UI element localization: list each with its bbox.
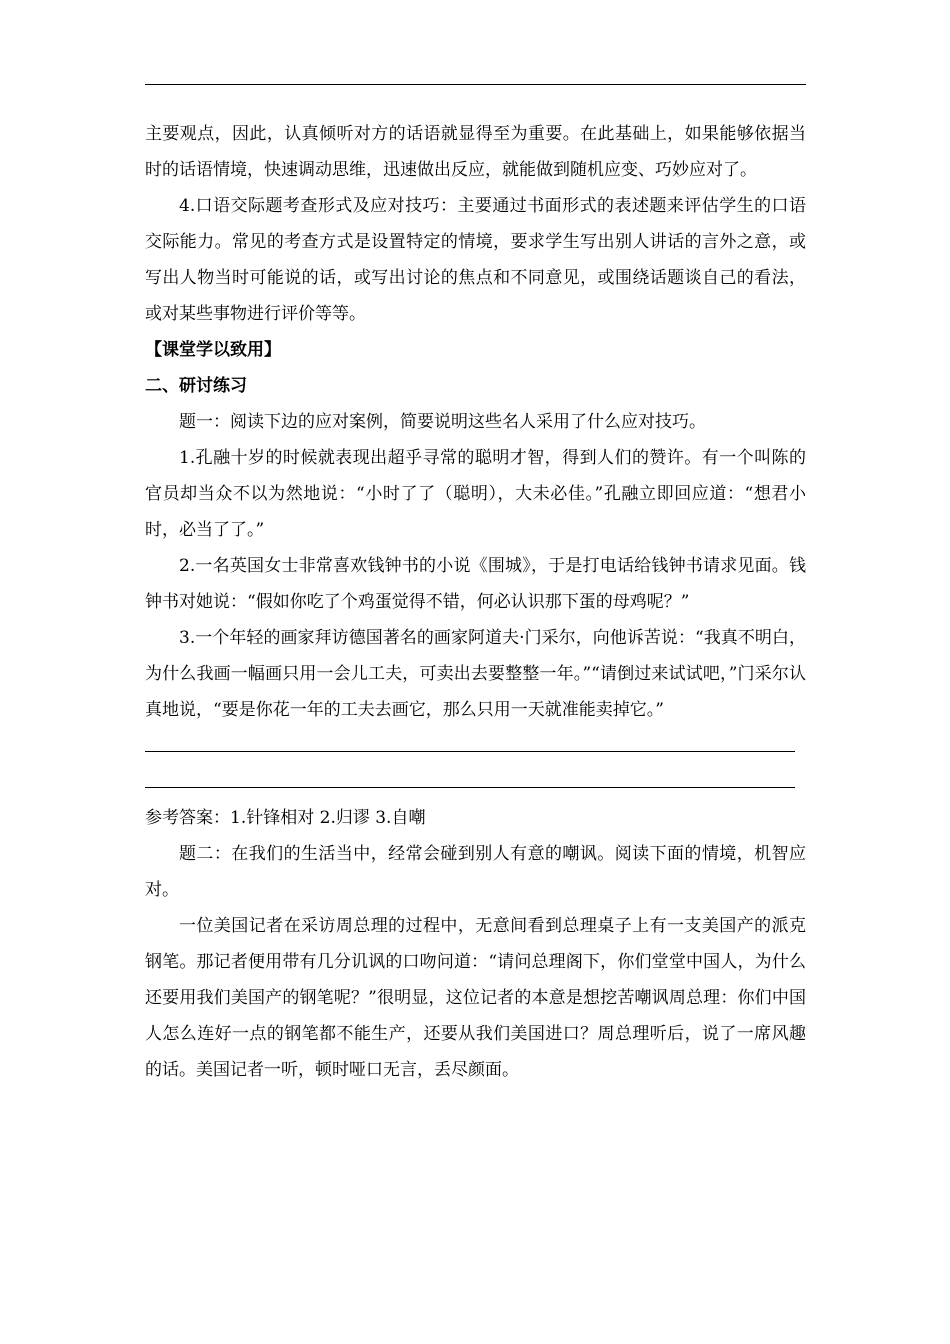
header-rule xyxy=(145,84,806,85)
question-two-prompt: 题二：在我们的生活当中，经常会碰到别人有意的嘲讽。阅读下面的情境，机智应对。 xyxy=(145,844,806,900)
answer-blank-line-2 xyxy=(145,764,795,800)
story-zhou-enlai: 一位美国记者在采访周总理的过程中，无意间看到总理桌子上有一支美国产的派克钢笔。那记者便用带有几分讥讽的口吻问道：“请问总理阁下，你们堂堂中国人，为什么还要用我们美国产的钢笔呢？”很明显，这位记者的本意是想挖苦嘲讽周总理：你们中国人怎么连好一点的钢笔都不能生产，还要从我们美国进口？周总理听后，说了一席风趣的话。美国记者一听，顿时哑口无言，丢尽颜面。 xyxy=(145,916,806,1080)
answer-blank-line-1 xyxy=(145,728,795,764)
paragraph-oral-communication-tips: 4.口语交际题考查形式及应对技巧：主要通过书面形式的表述题来评估学生的口语交际能力。常见的考查方式是设置特定的情境，要求学生写出别人讲话的言外之意，或写出人物当时可能说的话，或写出讨论的焦点和不同意见，或围绕话题谈自己的看法，或对某些事物进行评价等等。 xyxy=(145,196,806,324)
paragraph-continuation: 主要观点，因此，认真倾听对方的话语就显得至为重要。在此基础上，如果能够依据当时的话语情境，快速调动思维，迅速做出反应，就能做到随机应变、巧妙应对了。 xyxy=(145,124,806,180)
document-body xyxy=(145,116,806,1088)
section-heading-classroom: 【课堂学以致用】 xyxy=(145,340,281,360)
case-menzel: 3.一个年轻的画家拜访德国著名的画家阿道夫·门采尔，向他诉苦说：“我真不明白，为什么我画一幅画只用一会儿工夫，可卖出去要整整一年。”“请倒过来试试吧，”门采尔认真地说，“要是你花一年的工夫去画它，那么只用一天就准能卖掉它。” xyxy=(145,628,806,720)
reference-answer: 参考答案：1.针锋相对 2.归谬 3.自嘲 xyxy=(145,808,426,828)
question-one-prompt: 题一：阅读下边的应对案例，简要说明这些名人采用了什么应对技巧。 xyxy=(179,412,706,432)
case-kong-rong: 1.孔融十岁的时候就表现出超乎寻常的聪明才智，得到人们的赞许。有一个叫陈的官员却当众不以为然地说：“小时了了（聪明），大未必佳。”孔融立即回应道：“想君小时，必当了了。” xyxy=(145,448,806,540)
section-heading-exercises: 二、研讨练习 xyxy=(145,376,247,396)
case-qian-zhongshu: 2.一名英国女士非常喜欢钱钟书的小说《围城》，于是打电话给钱钟书请求见面。钱钟书对她说：“假如你吃了个鸡蛋觉得不错，何必认识那下蛋的母鸡呢？” xyxy=(145,556,806,612)
